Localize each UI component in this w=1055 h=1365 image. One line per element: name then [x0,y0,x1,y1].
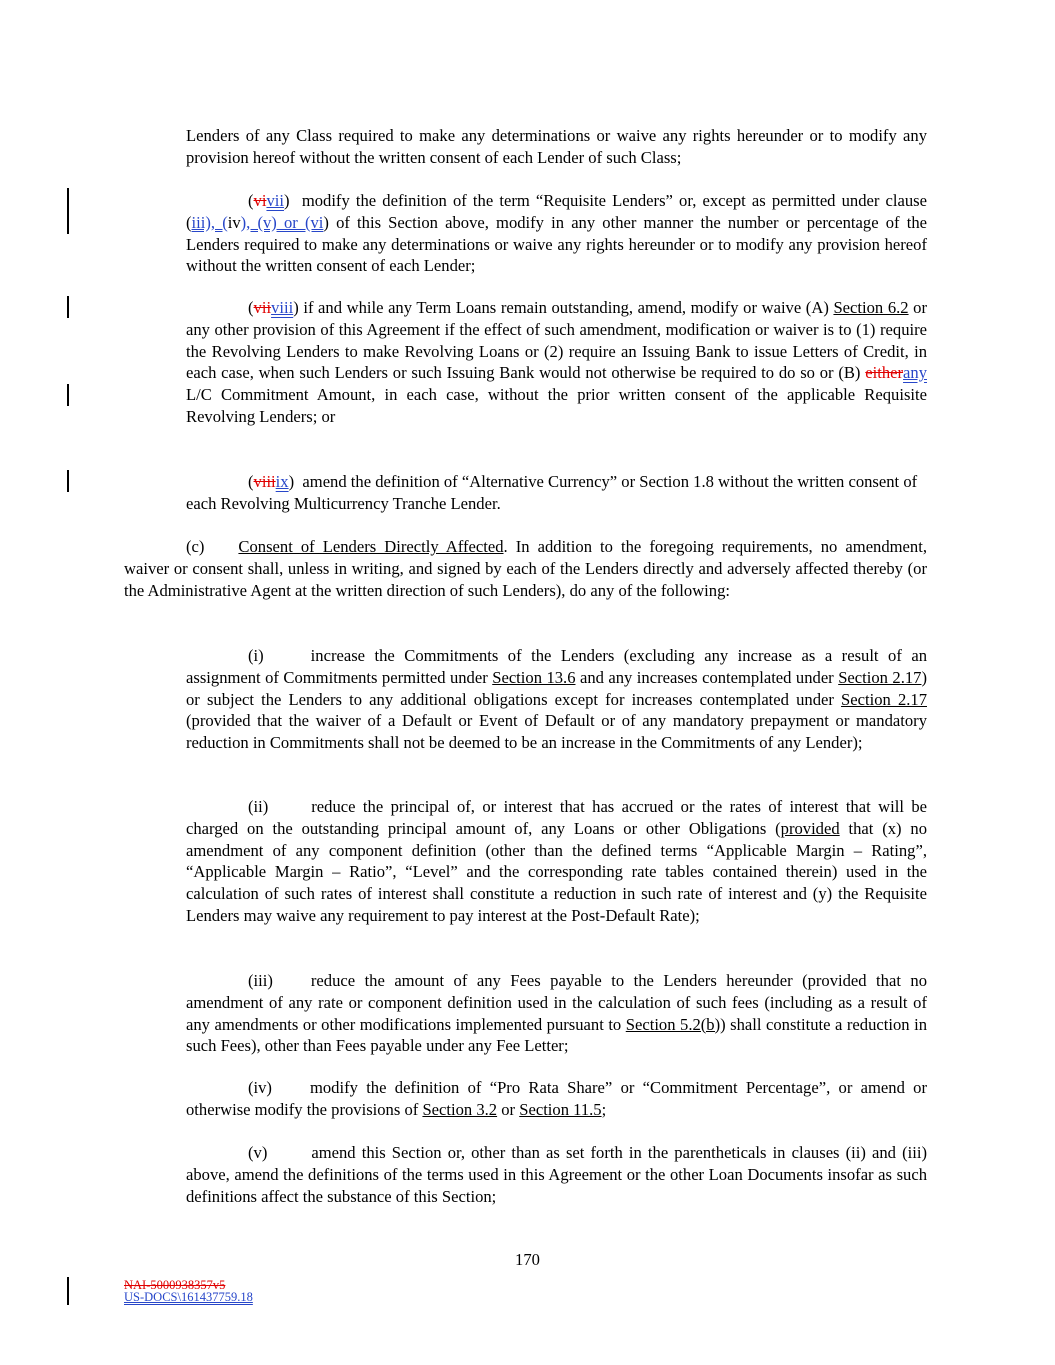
defined-term: provided [780,818,840,838]
subsection-heading: Consent of Lenders Directly Affected [238,537,504,556]
section-reference: Section 11.5 [519,1099,602,1119]
section-reference: Section 6.2 [833,298,909,317]
section-reference: Section 2.17 [838,667,922,687]
clause-c-i: (i) increase the Commitments of the Lenders (excluding any increase as a result of an assignment of Commitments permitted under Section 13.6 and any increases contemplated under Section 2.17) or subject the Lenders to any additional obligations except for increases contemplated under Section 2.17 (provided that the waiver of a Default or Event of Default or of any mandatory prepayment or mandatory reduction in Commitments shall not be deemed to be an increase in the Commitments of any Lender); [186,646,927,753]
change-bar [67,384,69,406]
clause-viii: (viiviii) if and while any Term Loans remain outstanding, amend, modify or waive (A) Section 6.2 or any other provision of this Agreement if the effect of such amendment, modification or waiver is to (1) require the Revolving Lenders to make Revolving Loans or (2) require an Issuing Bank to issue Letters of Credit, in each case, when such Lenders or such Issuing Bank would not otherwise be required to do so or (B) eitherany L/C Commitment Amount, in each case, without the prior written consent of the applicable Requisite Revolving Lenders; or [186,298,927,426]
paragraph-continuation: Lenders of any Class required to make any determinations or waive any rights hereunder or to modify any provision hereof without the written consent of each Lender of such Class; [186,126,927,167]
clause-c-iii: (iii) reduce the amount of any Fees payable to the Lenders hereunder (provided that no amendment of any rate or component definition used in the calculation of such fees (including as a result of any amendments or other modifications implemented pursuant to Section 5.2(b)) shall constitute a reduction in such Fees), other than Fees payable under any Fee Letter; [186,971,927,1056]
section-reference: Section 2.17 [841,689,927,709]
change-bar [67,296,69,318]
deletion: viii [253,472,276,491]
change-bar [67,188,69,234]
section-reference: Section 5.2(b) [625,1014,721,1034]
deletion: vi [253,191,267,210]
insertion: ), (v) or (vi [240,212,324,232]
clause-vii: (vivii) modify the definition of the term “Requisite Lenders” or, except as permitted under clause (iii), (iv), (v) or (vi) of this Section above, modify in any other manner the number or percentage of the Lenders required to make any determinations or waive any rights hereunder or to modify any provision hereof without the written consent of each Lender; [186,191,928,276]
insertion: ix [275,472,289,491]
subsection-c: (c) Consent of Lenders Directly Affected. In addition to the foregoing requirements, no amendment, waiver or consent shall, unless in writing, and signed by each of the Lenders directly and adversely affected thereby (or the Administrative Agent at the written direction of such Lenders), do any of the following: [124,537,927,600]
insertion: iii), ( [191,212,228,232]
insertion: any [903,363,927,383]
change-bar [67,470,69,492]
clause-c-v: (v) amend this Section or, other than as set forth in the parentheticals in clauses (ii) and (iii) above, amend the definitions of the terms used in this Agreement or the other Loan Documents insofar as such definitions affect the substance of this Section; [186,1143,927,1206]
clause-ix: (viiiix) amend the definition of “Alternative Currency” or Section 1.8 without the written consent of each Revolving Multicurrency Tranche Lender. [186,472,918,513]
change-bar [67,1277,69,1305]
page-number: 170 [515,1250,540,1269]
section-reference: Section 13.6 [492,667,576,687]
deletion: vii [253,298,272,317]
deletion: either [865,363,904,383]
footer-doc-id-inserted: US-DOCS\161437759.18 [124,1290,253,1304]
section-reference: Section 3.2 [422,1099,498,1119]
clause-c-iv: (iv) modify the definition of “Pro Rata Share” or “Commitment Percentage”, or amend or otherwise modify the provisions of Section 3.2 or Section 11.5; [186,1078,927,1119]
footer-doc-id-deleted: NAI-5000938357v5 [124,1278,226,1292]
insertion: vii [266,191,284,210]
insertion: viii [271,298,294,317]
clause-c-ii: (ii) reduce the principal of, or interest that has accrued or the rates of interest that will be charged on the outstanding principal amount of, any Loans or other Obligations (provided that (x) no amendment of any component definition (other than the defined terms “Applicable Margin – Rating”, “Applicable Margin – Ratio”, “Level” and the corresponding rate tables contained therein) used in the calculation of such rates of interest shall constitute a reduction in such rate of interest and (y) the Requisite Lenders may waive any requirement to pay interest at the Post-Default Rate); [186,797,927,925]
